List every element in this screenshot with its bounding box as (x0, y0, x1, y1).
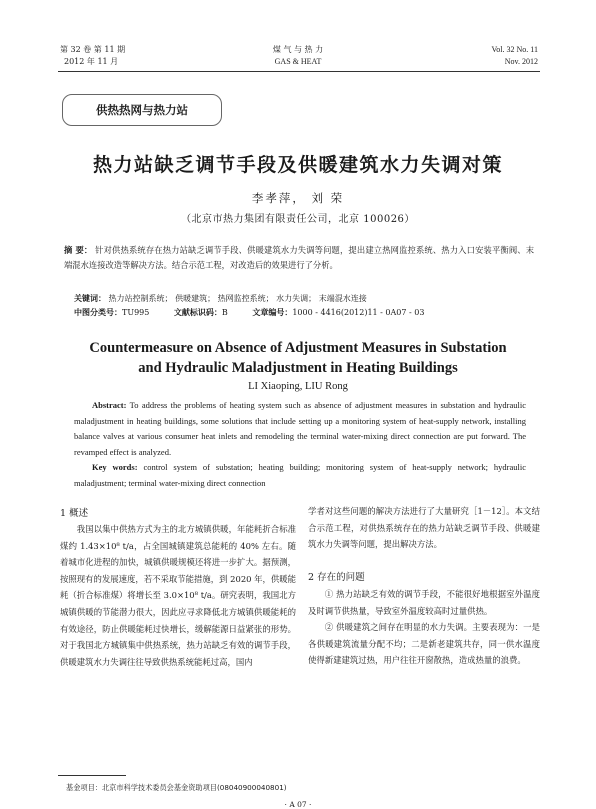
section-2-item-2: ② 供暖建筑之间存在明显的水力失调。主要表现为：一是各供暖建筑流量分配不均；二是新老建筑共存，同一供水温度使得新建建筑过热，用户往往开窗散热，造成热量的浪费。 (308, 622, 540, 666)
keywords-cn-text: 热力站控制系统； 供暖建筑； 热网监控系统； 水力失调； 末端混水连接 (108, 294, 367, 303)
keywords-cn-label: 关键词： (74, 294, 106, 303)
right-column (308, 503, 540, 553)
header-rule (58, 71, 540, 72)
volume-issue: 第 32 卷 第 11 期 (60, 45, 126, 54)
column-label: 供热热网与热力站 (62, 94, 222, 126)
clc-label: 中图分类号： (74, 308, 122, 317)
keywords-en-text: control system of substation; heating building; monitoring system of heat-supply network; hydraulic maladjustment; terminal water-mixing direct connection (74, 462, 526, 488)
authors-cn: 李孝萍， 刘 荣 (251, 191, 345, 205)
section-1-continuation: 学者对这些问题的解决方法进行了大量研究［1－12］。本文结合示范工程，对供热系统存在的热力站缺乏调节手段、供暖建筑水力失调等问题，提出解决方法。 (308, 506, 540, 550)
abstract-cn-text: 针对供热系统存在热力站缺乏调节手段、供暖建筑水力失调等问题，提出建立热网监控系统、热力入口安装平衡阀、末端混水连接改造等解决方法。结合示范工程，对改造后的效果进行了分析。 (64, 245, 535, 270)
abstract-cn (64, 243, 534, 272)
page-number: · A 07 · (284, 800, 312, 809)
journal-title-cn: 煤 气 与 热 力 (272, 45, 324, 54)
article-title-cn: 热力站缺乏调节手段及供暖建筑水力失调对策 (92, 154, 503, 176)
section-2-heading: 2 存在的问题 (308, 572, 365, 583)
date-en: Nov. 2012 (504, 57, 538, 66)
clc-value: TU995 (122, 308, 150, 317)
keywords-en-label: Key words: (92, 462, 138, 472)
left-column (60, 521, 296, 670)
doc-code-label: 文献标识码： (173, 308, 222, 317)
classification-line (74, 306, 424, 319)
abstract-en-label: Abstract: (92, 400, 127, 410)
abstract-cn-label: 摘 要： (64, 245, 93, 255)
keywords-en (74, 460, 526, 491)
funding-footnote: 基金项目：北京市科学技术委员会基金资助项目(08040900040801) (66, 783, 287, 792)
footnote-rule (58, 775, 126, 776)
section-1-paragraph: 我国以集中供热方式为主的北方城镇供暖，年能耗折合标准煤约 1.43×10⁸ t/a，占全国城镇建筑总能耗的 40% 左右。随着城市化进程的加快，城镇供暖规模还将进一步扩大。据预测，按照现有的发展速度，若不采取节能措施，到 2020 年，供暖能耗（折合标准煤）将增长至 3.0×10⁸ t/a。研究表明，我国北方城镇供暖的节能潜力很大，因此应寻求降低北方城镇供暖能耗的有效途径，防止供暖能耗过快增长，缓解能源日益紧张的形势。对于我国北方城镇集中供热系统，热力站缺乏有效的调节手段，供暖建筑水力失调往往导致供热系统能耗过高，国内 (60, 524, 297, 667)
article-number-value: 1000 - 4416(2012)11 - 0A07 - 03 (292, 308, 425, 317)
title-en-line-2: and Hydraulic Maladjustment in Heating Buildings (138, 360, 458, 376)
authors-en: LI Xiaoping, LIU Rong (248, 381, 348, 392)
abstract-en (74, 398, 526, 460)
title-en-line-1: Countermeasure on Absence of Adjustment Measures in Substation (89, 340, 507, 356)
section-2-body (308, 586, 540, 669)
volume-en: Vol. 32 No. 11 (491, 45, 538, 54)
article-title-en (40, 338, 556, 378)
section-1-heading: 1 概述 (60, 508, 89, 519)
article-number-label: 文章编号： (252, 308, 293, 317)
keywords-cn (74, 292, 367, 305)
section-2-item-1: ① 热力站缺乏有效的调节手段，不能很好地根据室外温度及时调节供热量，导致室外温度较高时过量供热。 (308, 589, 540, 616)
doc-code-value: B (221, 308, 228, 317)
affiliation-cn: （北京市热力集团有限责任公司，北京 100026） (181, 214, 415, 225)
abstract-en-text: To address the problems of heating system such as absence of adjustment measures in substation and hydraulic maladjustment in heating buildings, some solutions that include setting up a monitoring system of heat-supply network, installing balance valves at various consumer heat inlets and remodeling the terminal water-mixing direct connection are put forward. The revamped effect is analyzed. (74, 400, 526, 457)
publication-date: 2012 年 11 月 (64, 57, 119, 66)
journal-title-en: GAS & HEAT (274, 57, 322, 66)
